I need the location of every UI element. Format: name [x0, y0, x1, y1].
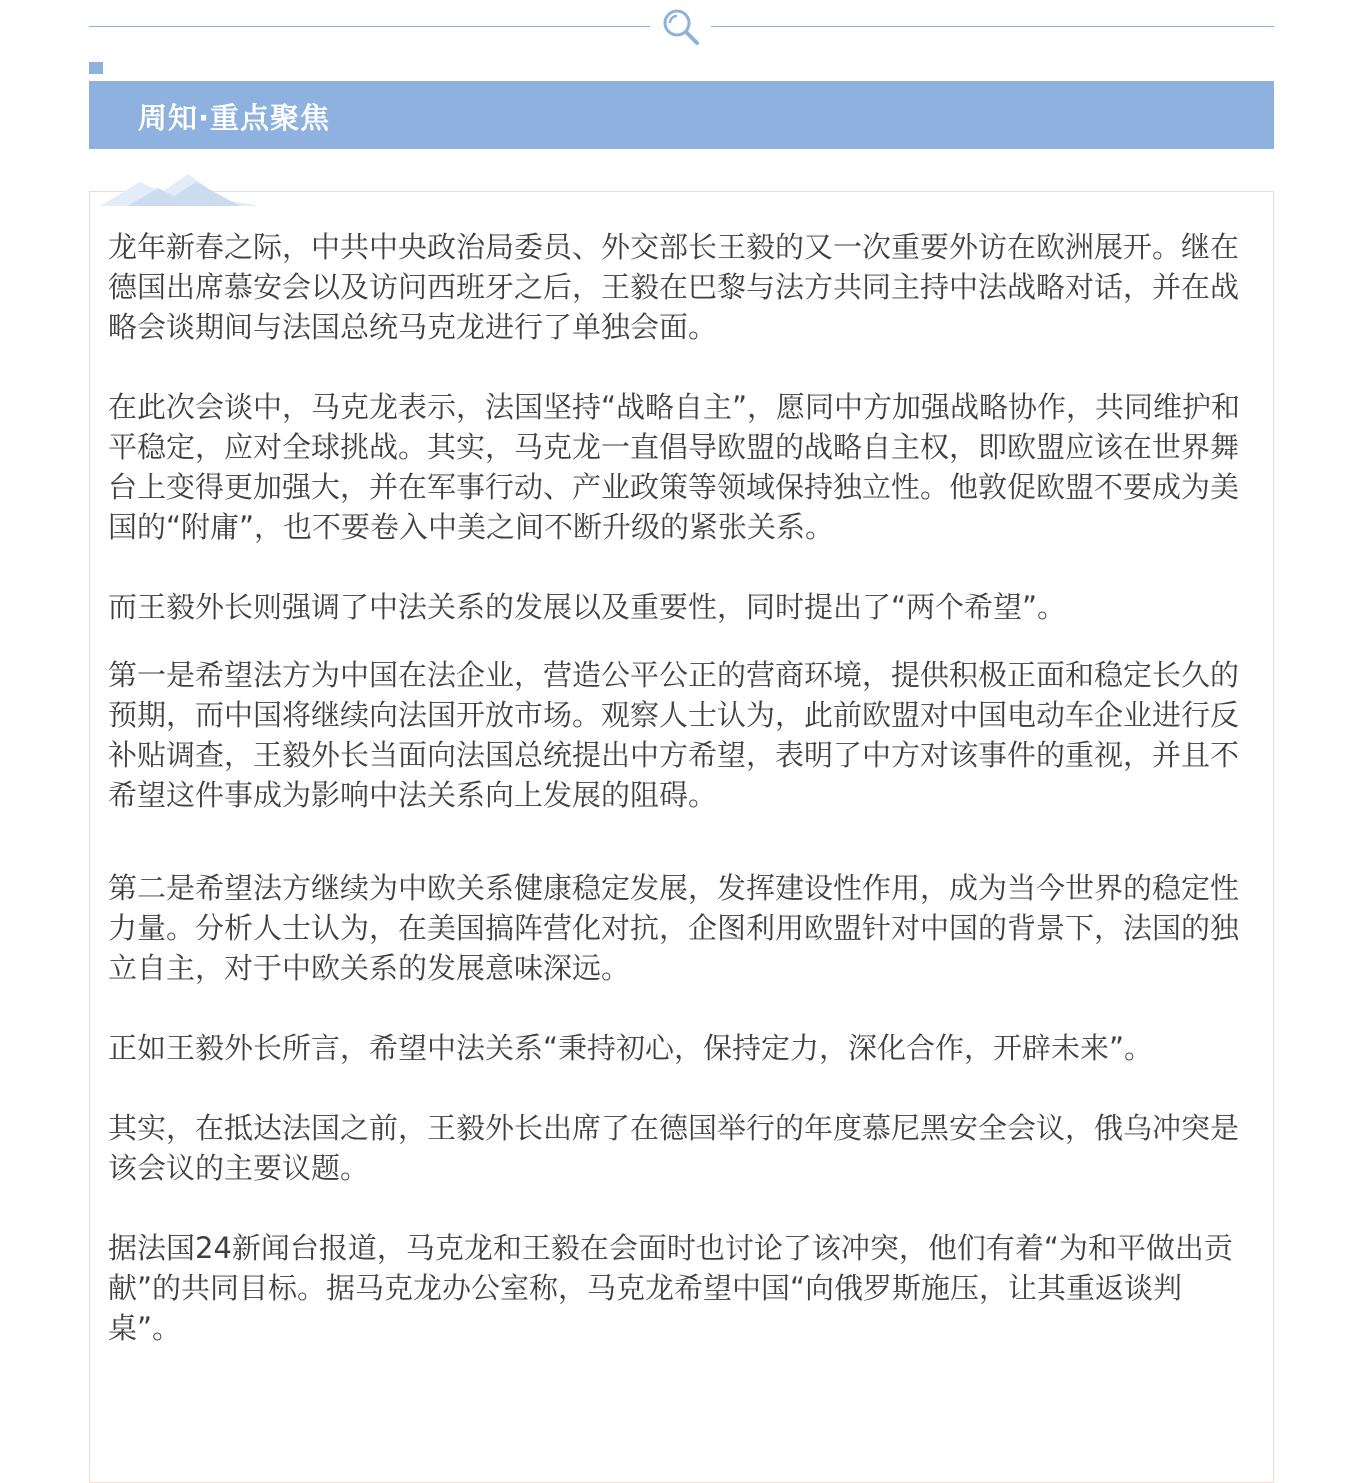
article-body	[108, 227, 1254, 1348]
section-banner	[89, 81, 1274, 149]
paragraph: 在此次会谈中，马克龙表示，法国坚持“战略自主”，愿同中方加强战略协作，共同维护和平稳定，应对全球挑战。其实，马克龙一直倡导欧盟的战略自主权，即欧盟应该在世界舞台上变得更加强大，并在军事行动、产业政策等领域保持独立性。他敦促欧盟不要成为美国的“附庸”，也不要卷入中美之间不断升级的紧张关系。	[108, 390, 1241, 544]
paragraph: 据法国24新闻台报道，马克龙和王毅在会面时也讨论了该冲突，他们有着“为和平做出贡献”的共同目标。据马克龙办公室称，马克龙希望中国“向俄罗斯施压，让其重返谈判桌”。	[108, 1231, 1233, 1345]
divider-line-left	[89, 26, 650, 27]
paragraph: 其实，在抵达法国之前，王毅外长出席了在德国举行的年度慕尼黑安全会议，俄乌冲突是该会议的主要议题。	[108, 1111, 1240, 1185]
accent-square	[89, 62, 103, 74]
paragraph: 正如王毅外长所言，希望中法关系“秉持初心，保持定力，深化合作，开辟未来”。	[108, 1031, 1154, 1065]
paragraph: 第一是希望法方为中国在法企业，营造公平公正的营商环境，提供积极正面和稳定长久的预期，而中国将继续向法国开放市场。观察人士认为，此前欧盟对中国电动车企业进行反补贴调查，王毅外长当面向法国总统提出中方希望，表明了中方对该事件的重视，并且不希望这件事成为影响中法关系向上发展的阻碍。	[108, 658, 1240, 812]
paragraph: 龙年新春之际，中共中央政治局委员、外交部长王毅的又一次重要外访在欧洲展开。继在德国出席慕安会以及访问西班牙之后，王毅在巴黎与法方共同主持中法战略对话，并在战略会谈期间与法国总统马克龙进行了单独会面。	[108, 230, 1240, 344]
paragraph: 第二是希望法方继续为中欧关系健康稳定发展，发挥建设性作用，成为当今世界的稳定性力量。分析人士认为，在美国搞阵营化对抗，企图利用欧盟针对中国的背景下，法国的独立自主，对于中欧关系的发展意味深远。	[108, 871, 1240, 985]
paragraph: 而王毅外长则强调了中法关系的发展以及重要性，同时提出了“两个希望”。	[108, 590, 1067, 624]
section-title: 周知·重点聚焦	[138, 101, 331, 135]
divider-line-right	[711, 26, 1274, 27]
mountain-icon	[100, 170, 260, 210]
search-icon	[660, 6, 702, 48]
header-divider	[89, 0, 1274, 56]
